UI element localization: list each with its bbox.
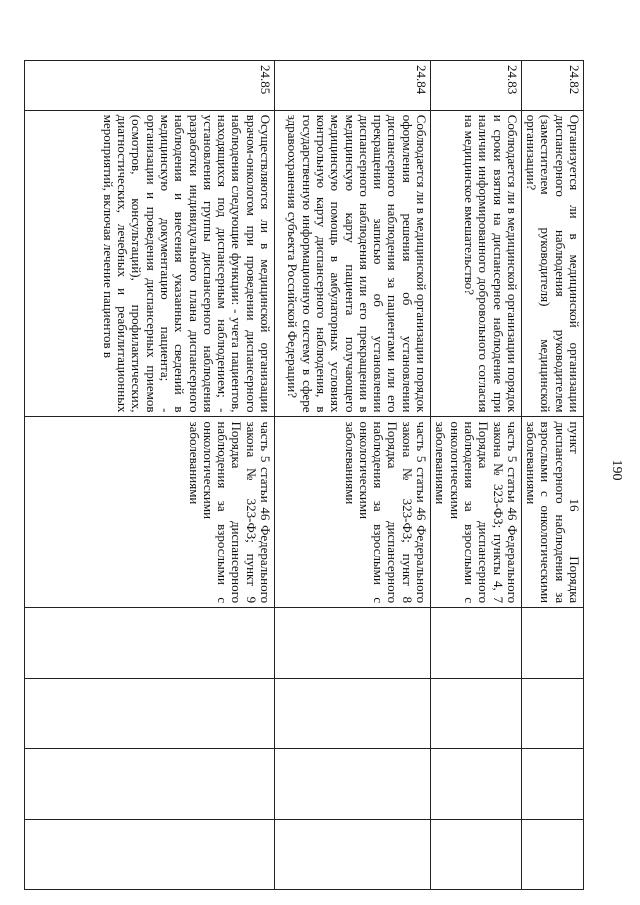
answer-cell [521, 608, 583, 678]
row-number: 24.84 [275, 61, 431, 111]
answer-cell [25, 678, 275, 748]
table-row [25, 61, 275, 890]
answer-cell [431, 678, 522, 748]
answer-cell [431, 749, 522, 819]
answer-cell [275, 678, 431, 748]
answer-cell [521, 749, 583, 819]
answer-cell [431, 819, 522, 890]
answer-cell [275, 608, 431, 678]
answer-cell [521, 678, 583, 748]
page-number: 190 [609, 459, 624, 481]
row-reference: часть 5 статьи 46 Федерального закона № 323-ФЗ; пункт 9 Порядка диспансерного наблюдения за взрослыми с онкологическими заболеваниями [25, 417, 275, 608]
row-reference: часть 5 статьи 46 Федерального закона № 323-ФЗ; пункт 8 Порядка диспансерного наблюдения за взрослыми с онкологическими заболеваниями [275, 417, 431, 608]
row-reference: пункт 16 Порядка диспансерного наблюдения за взрослыми с онкологическими заболеваниями [521, 417, 583, 608]
answer-cell [25, 819, 275, 890]
checklist-table [24, 60, 584, 890]
row-question: Организуется ли в медицинской организации диспансерного наблюдения руководителем (заместителем руководителя) медицинской организации? [521, 110, 583, 417]
answer-cell [521, 819, 583, 890]
row-question: Соблюдается ли в медицинской организации порядок оформления решения об установлении диспансерного наблюдения за пациентами или его прекращении записью об установлении диспансерного наблюдения или его прекращении в медицинскую карту пациента получающего медицинскую помощь в амбулаторных условиях контрольную карту диспансерного наблюдения, в государственную информационную систему в сфере здравоохранения субъекта Российской Федерации? [275, 110, 431, 417]
table-row [275, 61, 431, 890]
row-question: Осуществляются ли в медицинской организации врачом-онкологом при проведении диспансерного наблюдения следующие функции: - учета пациентов, находящихся под диспансерным наблюдением; - установления группы диспансерного наблюдения разработки индивидуального плана диспансерного наблюдения и внесения указанных сведений в медицинскую документацию пациента; - организации и проведения диспансерных приемов (осмотров, консультаций), профилактических, диагностических, лечебных и реабилитационных мероприятий, включая лечение пациентов в [25, 110, 275, 417]
answer-cell [25, 749, 275, 819]
answer-cell [431, 608, 522, 678]
table-row [521, 61, 583, 890]
answer-cell [275, 749, 431, 819]
row-question: Соблюдается ли в медицинской организации порядок и сроки взятия на диспансерное наблюдение при наличии информированного добровольного согласия на медицинское вмешательство? [431, 110, 522, 417]
row-number: 24.85 [25, 61, 275, 111]
table-row [431, 61, 522, 890]
row-number: 24.82 [521, 61, 583, 111]
answer-cell [25, 608, 275, 678]
answer-cell [275, 819, 431, 890]
row-number: 24.83 [431, 61, 522, 111]
row-reference: часть 5 статьи 46 Федерального закона № 323-ФЗ; пункты 4, 7 Порядка диспансерного наблюдения за взрослыми с онкологическими заболеваниями [431, 417, 522, 608]
